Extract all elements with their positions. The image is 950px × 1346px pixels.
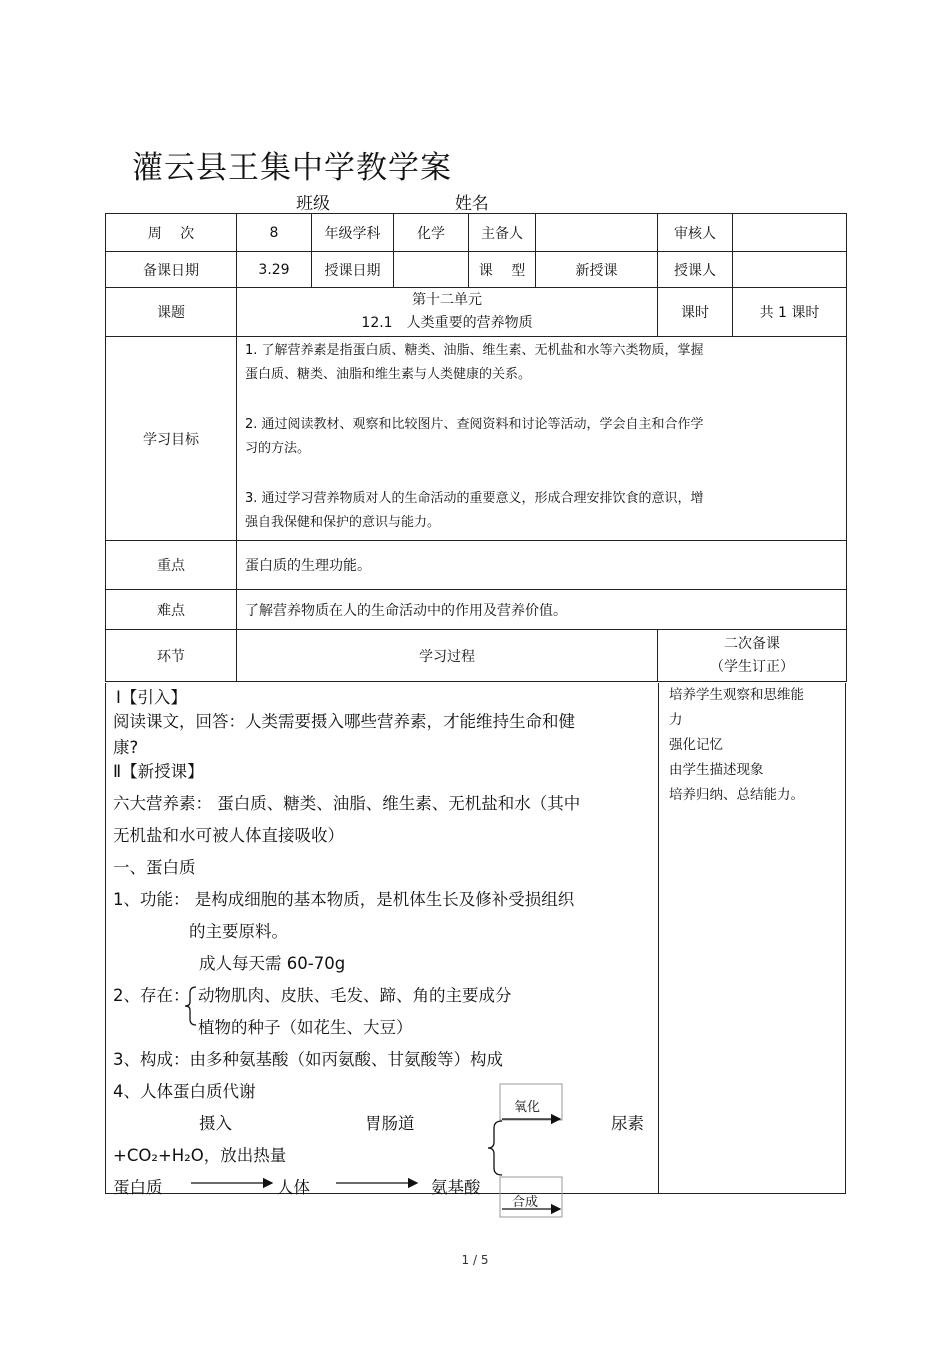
metabolism-brace <box>488 1121 502 1175</box>
existence-plant: 植物的种子（如花生、大豆） <box>198 1018 413 1037</box>
process-body <box>105 683 846 1210</box>
reviewer-label: 审核人 <box>658 214 733 252</box>
preparer-value <box>536 214 658 252</box>
preparer-label: 主备人 <box>469 214 536 252</box>
process-header: 学习过程 <box>237 630 658 682</box>
prep-date-value: 3.29 <box>237 252 312 288</box>
protein-heading: 一、蛋白质 <box>113 858 196 877</box>
topic-label: 课题 <box>106 288 237 337</box>
intro-question-line-1: 阅读课文，回答：人类需要摄入哪些营养素，才能维持生命和健 <box>113 712 575 731</box>
secondary-prep-header <box>658 630 847 682</box>
objective-1-line-1: 1. 了解营养素是指蛋白质、糖类、油脂、维生素、无机盐和水等六类物质，掌握 <box>245 343 704 358</box>
amino-acid-label: 氨基酸 <box>431 1178 481 1197</box>
lesson-type-label: 课 型 <box>469 252 536 288</box>
reviewer-value <box>733 214 847 252</box>
teacher-label: 授课人 <box>658 252 733 288</box>
note-4: 由学生描述现象 <box>669 762 764 778</box>
urea-label: 尿素 <box>611 1114 644 1133</box>
existence-animal: 动物肌肉、皮肤、毛发、蹄、角的主要成分 <box>198 986 512 1005</box>
intro-heading: Ⅰ【引入】 <box>116 688 187 707</box>
prep-date-label: 备课日期 <box>106 252 237 288</box>
page-number: 1 / 5 <box>461 1253 489 1267</box>
key-point-label: 重点 <box>106 541 237 590</box>
teach-date-value <box>394 252 469 288</box>
topic-unit: 第十二单元 <box>412 292 482 308</box>
existence-brace <box>184 986 198 1026</box>
class-name-line <box>296 189 649 214</box>
name-blank <box>489 195 649 214</box>
objectives-label: 学习目标 <box>106 337 237 541</box>
period-label: 课时 <box>658 288 733 337</box>
name-label: 姓名 <box>454 194 489 214</box>
oxidation-products: +CO₂+H₂O，放出热量 <box>113 1146 287 1165</box>
topic-title: 12.1 人类重要的营养物质 <box>361 315 533 331</box>
composition-line: 3、构成：由多种氨基酸（如丙氨酸、甘氨酸等）构成 <box>113 1050 503 1069</box>
difficulty-text: 了解营养物质在人的生命活动中的作用及营养价值。 <box>237 590 847 630</box>
oxidation-label: 氧化 <box>514 1100 541 1115</box>
topic-cell <box>237 288 658 337</box>
daily-requirement: 成人每天需 60-70g <box>199 954 346 973</box>
difficulty-label: 难点 <box>106 590 237 630</box>
grade-subject-label: 年级学科 <box>312 214 394 252</box>
objective-1-line-2: 蛋白质、糖类、油脂和维生素与人类健康的关系。 <box>245 367 532 382</box>
column-divider <box>658 683 659 1193</box>
class-label: 班级 <box>296 194 330 214</box>
metabolism-diagram <box>186 1082 566 1222</box>
objective-3-line-2: 强自我保健和保护的意识与能力。 <box>245 515 441 530</box>
synthesis-label: 合成 <box>512 1195 539 1210</box>
metabolism-heading: 4、人体蛋白质代谢 <box>113 1082 256 1101</box>
function-line-2: 的主要原料。 <box>189 922 288 941</box>
intake-label: 摄入 <box>199 1114 232 1133</box>
note-2: 力 <box>669 712 683 728</box>
secondary-prep-title: 二次备课 <box>724 635 780 652</box>
lesson-type-value: 新授课 <box>536 252 658 288</box>
week-value: 8 <box>237 214 312 252</box>
grade-subject-value: 化学 <box>394 214 469 252</box>
six-nutrients-line-2: 无机盐和水可被人体直接吸收） <box>113 826 344 845</box>
objective-3-line-1: 3. 通过学习营养物质对人的生命活动的重要意义，形成合理安排饮食的意识，增 <box>245 491 704 506</box>
step-header: 环节 <box>106 630 237 682</box>
protein-label: 蛋白质 <box>113 1178 163 1197</box>
objectives-content <box>237 337 847 541</box>
teacher-value <box>733 252 847 288</box>
period-value: 共 1 课时 <box>733 288 847 337</box>
key-point-text: 蛋白质的生理功能。 <box>237 541 847 590</box>
class-blank <box>330 195 422 214</box>
lesson-plan-table <box>105 213 847 682</box>
body-label: 人体 <box>277 1178 310 1197</box>
secondary-prep-subtitle: （学生订正） <box>710 658 794 675</box>
note-1: 培养学生观察和思维能 <box>669 687 804 703</box>
function-line-1: 1、功能： 是构成细胞的基本物质，是机体生长及修补受损组织 <box>113 890 575 909</box>
objective-2-line-1: 2. 通过阅读教材、观察和比较图片、查阅资料和讨论等活动，学会自主和合作学 <box>245 417 704 432</box>
week-label: 周 次 <box>106 214 237 252</box>
document-title: 灌云县王集中学教学案 <box>132 150 452 186</box>
teach-date-label: 授课日期 <box>312 252 394 288</box>
objective-2-line-2: 习的方法。 <box>245 441 311 456</box>
note-5: 培养归纳、总结能力。 <box>669 787 804 803</box>
gut-label: 胃肠道 <box>365 1114 415 1133</box>
new-lesson-heading: Ⅱ【新授课】 <box>113 762 204 781</box>
six-nutrients-line-1: 六大营养素： 蛋白质、糖类、油脂、维生素、无机盐和水（其中 <box>113 794 581 813</box>
intro-question-line-2: 康? <box>113 738 139 757</box>
note-3: 强化记忆 <box>669 737 723 753</box>
existence-label: 2、存在： <box>113 986 190 1005</box>
